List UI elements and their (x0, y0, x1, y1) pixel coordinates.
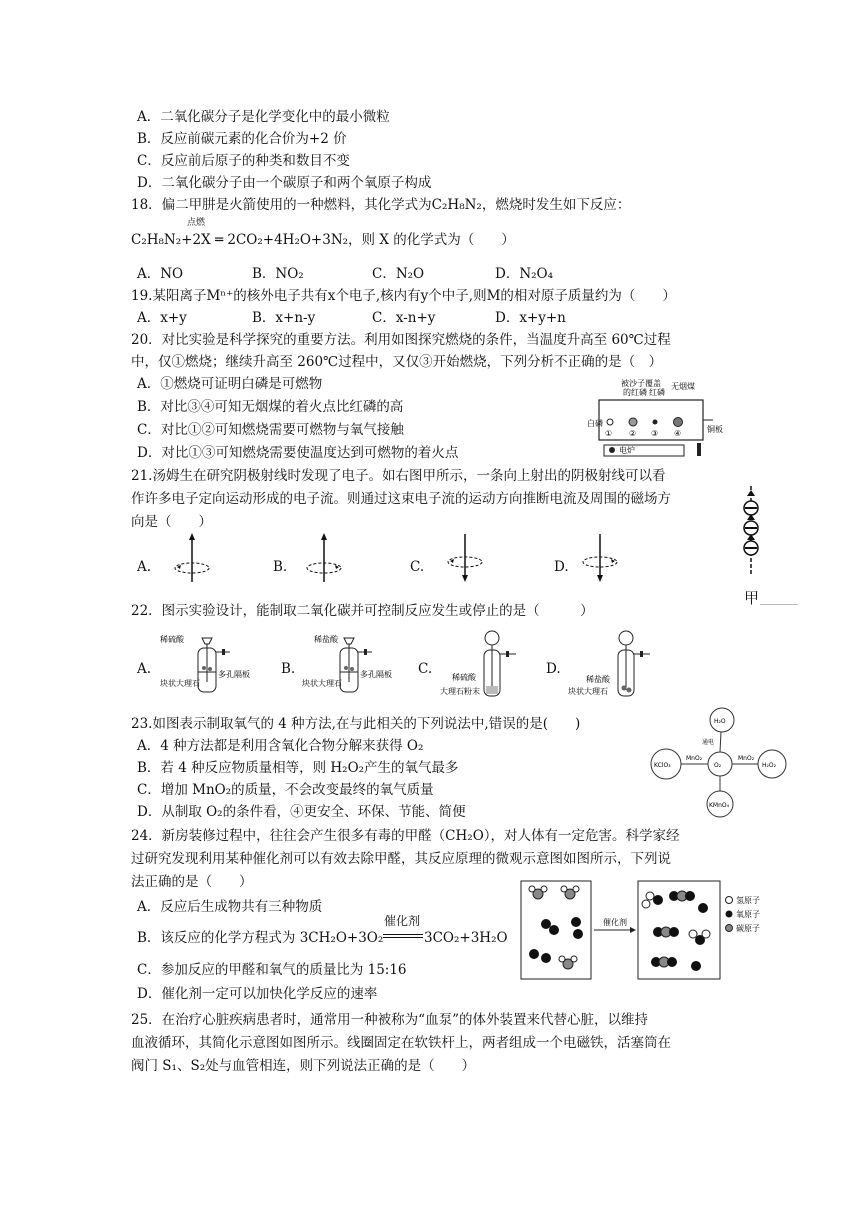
q22-option-b: B. (281, 661, 296, 677)
copper-plate-label: 铜板 (707, 425, 723, 434)
electric-furnace-label: 电炉 (619, 446, 635, 455)
mno2-label-right: MnO₂ (738, 755, 755, 762)
q18-option-a: A．NO (137, 266, 184, 282)
anthracite-label: 无烟煤 (671, 382, 695, 391)
marker-3: ③ (651, 429, 659, 438)
q22-apparatus-c (440, 628, 540, 700)
red-phosphorus-label: 红磷 (649, 388, 665, 397)
q23-option-c: C．增加 MnO₂的质量，不会改变最终的氧气质量 (137, 782, 434, 798)
q22-option-c: C. (418, 661, 433, 677)
q22-stem: 22．图示实验设计，能制取二氧化碳并可控制反应发生或停止的是（ ） (131, 603, 594, 619)
q24-option-b-post: 3CO₂+3H₂O (424, 930, 508, 946)
oxygen-node: O₂ (714, 762, 722, 769)
q20-option-a: A．①燃烧可证明白磷是可燃物 (137, 376, 323, 392)
covered-red-phosphorus-label-1: 被沙子覆盖 (621, 379, 661, 388)
q22b-marble-label: 块状大理石 (302, 679, 342, 688)
q18-condition: 点燃 (187, 218, 206, 228)
figure-jia-label: 甲 (744, 589, 760, 607)
q22b-plate-label: 多孔隔板 (360, 670, 392, 679)
q24-option-d: D．催化剂一定可以加快化学反应的速率 (137, 986, 378, 1002)
q24-stem-line3: 法正确的是（ ） (131, 874, 253, 890)
q21-option-c: C. (410, 559, 425, 575)
q18-equation: C₂H₈N₂+2X ═ 2CO₂+4H₂O+3N₂，则 X 的化学式为（ ） (131, 232, 515, 248)
q20-option-d: D．对比①③可知燃烧需要使温度达到可燃物的着火点 (137, 445, 459, 461)
q19-stem: 19.某阳离子Mⁿ⁺的核外电子共有x个电子,核内有y个中子,则M的相对原子质量约为（ ） (131, 288, 676, 304)
q24-option-b-pre: B．该反应的化学方程式为 3CH₂O+3O₂ (137, 930, 384, 946)
q22d-marble-label: 块状大理石 (568, 687, 608, 696)
q17-option-a: A．二氧化碳分子是化学变化中的最小微粒 (137, 109, 390, 125)
q23-option-a: A．4 种方法都是利用含氧化合物分解来获得 O₂ (137, 738, 424, 754)
q24-stem-line2: 过研究发现利用某种催化剂可以有效去除甲醛，其反应原理的微观示意图如图所示，下列说 (131, 851, 671, 867)
q21-stem-line2: 作许多电子定向运动形成的电子流。则通过这束电子流的运动方向推断电流及周围的磁场方 (131, 491, 671, 507)
q17-option-d: D．二氧化碳分子由一个碳原子和两个氧原子构成 (137, 175, 432, 191)
q24-eq-line-1 (383, 934, 423, 935)
q22a-marble-label: 块状大理石 (160, 679, 200, 688)
q24-stem-line1: 24．新房装修过程中，往往会产生很多有毒的甲醛（CH₂O），对人体有一定危害。科学家经 (131, 828, 680, 844)
q19-option-d: D．x+y+n (495, 310, 566, 326)
q25-stem-line3: 阀门 S₁、S₂处与血管相连，则下列说法正确的是（ ） (131, 1058, 476, 1074)
kclo3-node: KClO₃ (654, 762, 671, 769)
q17-option-c: C．反应前后原子的种类和数目不变 (137, 153, 350, 169)
h2o2-node: H₂O₂ (762, 762, 777, 769)
q23-option-b: B．若 4 种反应物质量相等，则 H₂O₂产生的氧气最多 (137, 760, 459, 776)
q19-option-b: B．x+n-y (252, 310, 316, 326)
q22c-acid-label: 稀硫酸 (452, 673, 476, 682)
q25-stem-line2: 血液循环，其简化示意图如图所示。线圈固定在软铁杆上，两者组成一个电磁铁，活塞筒在 (131, 1035, 671, 1051)
legend-hydrogen: 氢原子 (736, 896, 760, 905)
marker-2: ② (629, 429, 637, 438)
q20-option-b: B．对比③④可知无烟煤的着火点比红磷的高 (137, 399, 404, 415)
q25-stem-line1: 25．在治疗心脏疾病患者时，通常用一种被称为“血泵”的体外装置来代替心脏，以维持 (131, 1012, 648, 1028)
q22d-acid-label: 稀盐酸 (586, 675, 610, 684)
q24-option-a: A．反应后生成物共有三种物质 (137, 899, 323, 915)
q21-figure-d (578, 532, 622, 584)
water-node: H₂O (714, 718, 726, 725)
q21-figure-a (170, 532, 214, 584)
q22a-acid-label: 稀硫酸 (160, 635, 184, 644)
q21-stem-line3: 向是（ ） (131, 514, 212, 530)
q22a-plate-label: 多孔隔板 (218, 670, 250, 679)
electrolysis-label: 通电 (702, 739, 715, 746)
q22-apparatus-a (160, 632, 270, 696)
q21-option-a: A. (137, 559, 152, 575)
covered-red-phosphorus-label-2: 的红磷 (623, 388, 647, 397)
q24-eq-line-2 (383, 937, 423, 938)
q17-option-b: B．反应前碳元素的化合价为+2 价 (137, 131, 347, 147)
q22c-powder-label: 大理石粉末 (440, 687, 480, 696)
q24-catalyst-label: 催化剂 (384, 914, 421, 928)
legend-oxygen: 氧原子 (736, 910, 760, 919)
q22-option-a: A. (137, 661, 152, 677)
figure-jia-rule (760, 604, 798, 605)
marker-1: ① (605, 429, 613, 438)
marker-4: ④ (674, 429, 682, 438)
q18-option-c: C．N₂O (372, 266, 425, 282)
kmno4-node: KMnO₄ (709, 802, 730, 809)
q20-stem-line1: 20．对比实验是科学探究的重要方法。利用如图探究燃烧的条件，当温度升高至 60℃过程 (131, 332, 671, 348)
catalyst-arrow-label: 催化剂 (603, 918, 627, 927)
q21-figure-c (443, 532, 487, 584)
q20-option-c: C．对比①②可知燃烧需要可燃物与氧气接触 (137, 422, 404, 438)
electron-beam-figure (736, 484, 766, 576)
q21-option-b: B. (273, 559, 288, 575)
q23-option-d: D．从制取 O₂的条件看，④更安全、环保、节能、简便 (137, 804, 466, 820)
q21-option-d: D. (554, 559, 569, 575)
q18-option-d: D．N₂O₄ (495, 266, 554, 282)
q21-figure-b (302, 532, 346, 584)
combustion-experiment-figure (585, 376, 725, 458)
q22b-acid-label: 稀盐酸 (314, 635, 338, 644)
formaldehyde-reaction-figure (518, 878, 768, 984)
q19-option-c: C．x-n+y (372, 310, 436, 326)
q21-stem-line1: 21.汤姆生在研究阴极射线时发现了电子。如右图甲所示，一条向上射出的阴极射线可以看 (131, 468, 666, 484)
legend-carbon: 碳原子 (736, 924, 760, 933)
q23-stem: 23.如图表示制取氧气的 4 种方法,在与此相关的下列说法中,错误的是( ) (131, 716, 581, 732)
q22-option-d: D. (546, 661, 561, 677)
mno2-label-left: MnO₂ (686, 755, 703, 762)
q19-option-a: A．x+y (137, 310, 187, 326)
q22-apparatus-b (302, 632, 412, 696)
q24-option-c: C．参加反应的甲醛和氧气的质量比为 15:16 (137, 962, 407, 978)
q20-stem-line2: 中，仅①燃烧；继续升高至 260℃过程中，又仅③开始燃烧，下列分析不正确的是（ ） (131, 354, 663, 370)
white-phosphorus-label: 白磷 (587, 419, 603, 428)
q18-stem: 18．偏二甲肼是火箭使用的一种燃料，其化学式为C₂H₈N₂，燃烧时发生如下反应： (131, 197, 631, 213)
oxygen-preparation-figure (650, 706, 790, 818)
q18-option-b: B．NO₂ (252, 266, 304, 282)
q22-apparatus-d (568, 628, 668, 700)
